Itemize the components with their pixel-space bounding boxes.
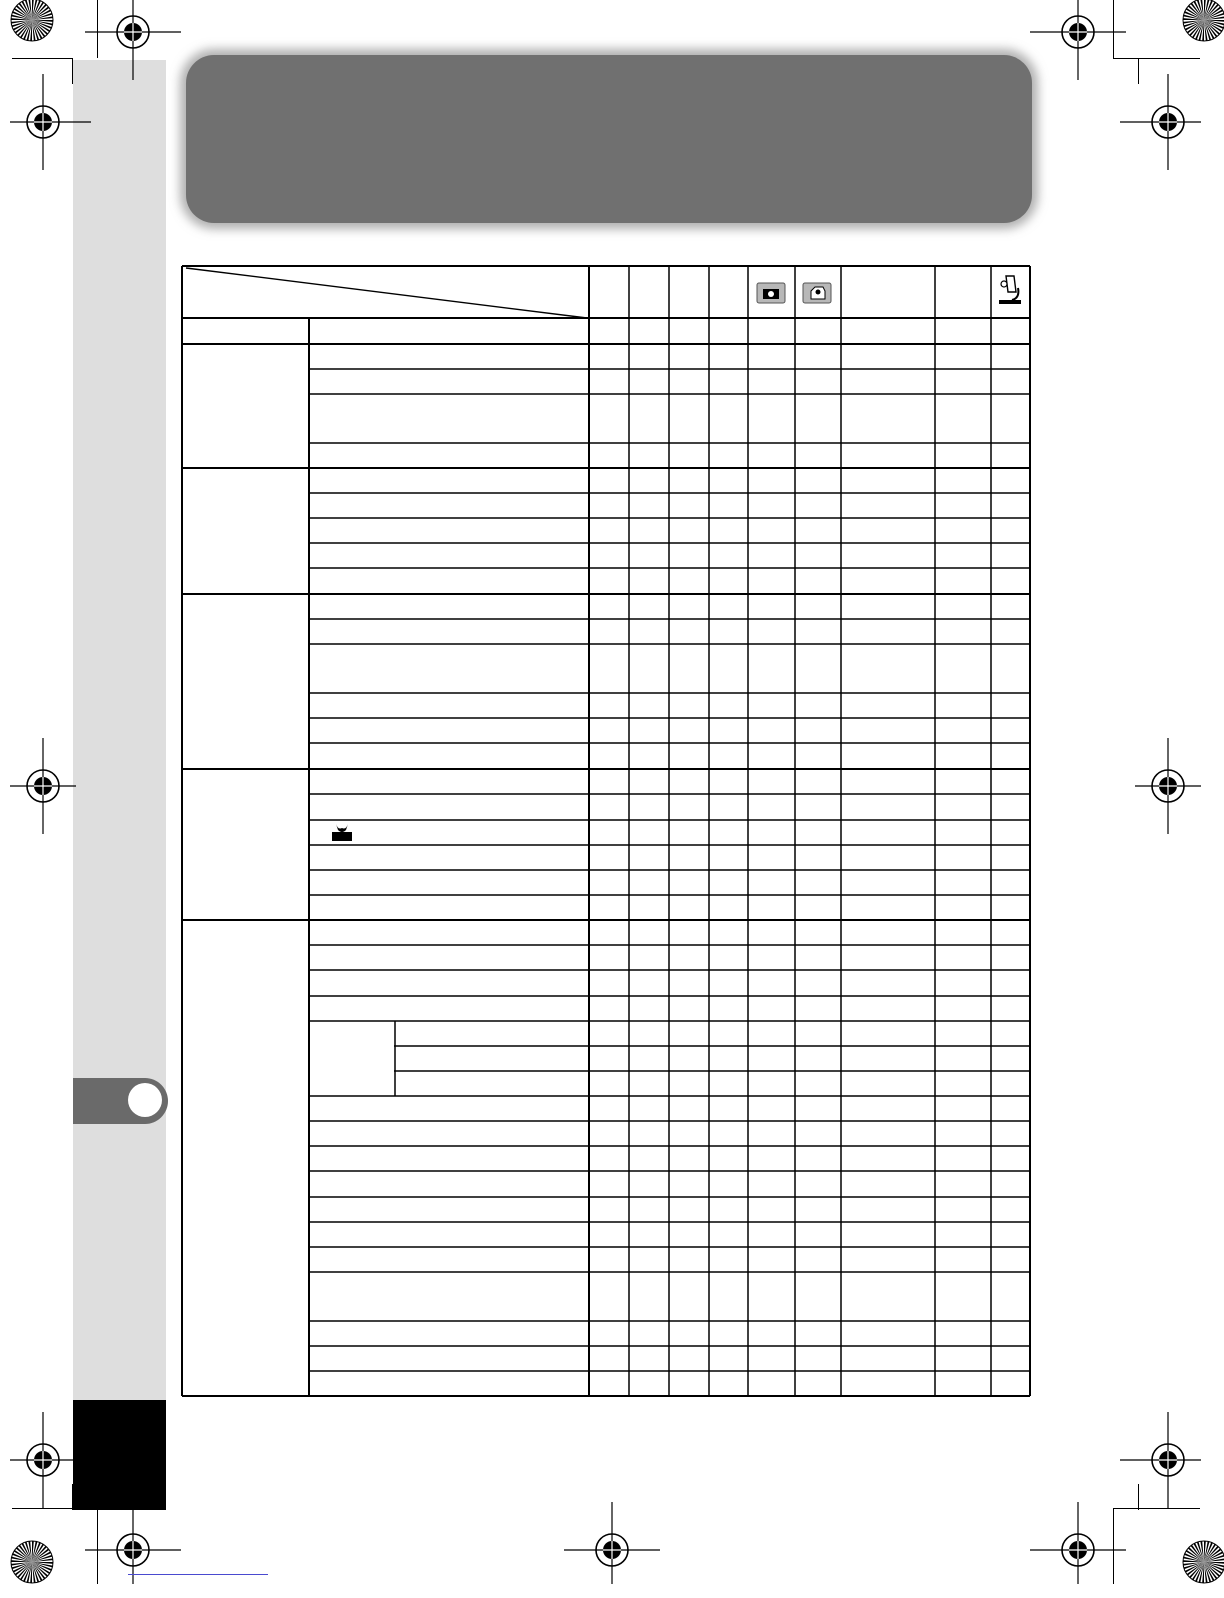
starburst-target-icon — [0, 1522, 60, 1584]
registration-mark-icon — [1030, 0, 1126, 80]
camera-icon — [757, 283, 785, 303]
registration-mark-icon — [85, 0, 181, 80]
function-table — [180, 264, 1032, 1414]
merged-cell-mask — [310, 1069, 394, 1073]
crop-line — [1113, 1508, 1200, 1509]
crop-line — [1113, 58, 1200, 59]
chapter-tab-marker — [128, 1083, 162, 1117]
footer-link-underline[interactable] — [128, 1574, 268, 1575]
registration-mark-icon — [1120, 738, 1216, 834]
starburst-target-icon — [0, 0, 60, 50]
side-index-bar — [73, 60, 166, 1400]
starburst-target-icon — [1156, 1522, 1224, 1584]
portrait-camera-icon — [803, 283, 831, 303]
page-header-banner — [186, 55, 1032, 223]
macro-1cm-icon — [332, 824, 352, 841]
table-grid — [182, 266, 1030, 1396]
registration-mark-icon — [0, 1412, 91, 1508]
registration-mark-icon — [1120, 74, 1216, 170]
merged-cell-mask — [310, 1044, 394, 1048]
header-diagonal — [186, 268, 587, 318]
microscope-icon — [999, 276, 1021, 304]
table-icons — [332, 276, 1021, 841]
registration-mark-icon — [1120, 1412, 1216, 1508]
crop-line — [12, 1508, 72, 1509]
crop-line — [12, 58, 72, 59]
registration-mark-icon — [0, 738, 91, 834]
registration-mark-icon — [0, 74, 91, 170]
starburst-target-icon — [1156, 0, 1224, 50]
